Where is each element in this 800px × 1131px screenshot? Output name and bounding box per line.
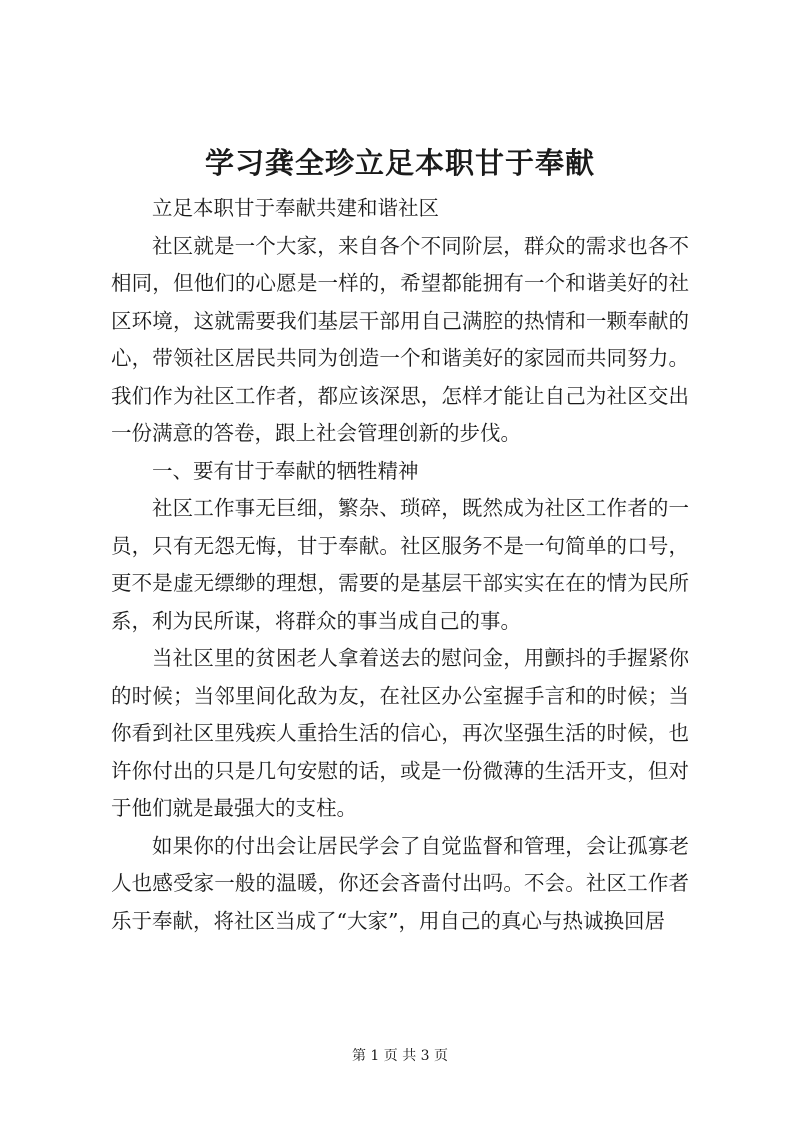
paragraph-subtitle: 立足本职甘于奉献共建和谐社区 (152, 196, 439, 220)
section-heading: 一、要有甘于奉献的牺牲精神 (152, 458, 419, 483)
document-body (111, 190, 689, 940)
paragraph: 社区工作事无巨细，繁杂、琐碎，既然成为社区工作者的一员，只有无怨无悔，甘于奉献。社区服务不是一句简单的口号，更不是虚无缥缈的理想，需要的是基层干部实实在在的情为民所系，利为民所谋，将群众的事当成自己的事。 (111, 496, 689, 633)
paragraph: 如果你的付出会让居民学会了自觉监督和管理，会让孤寡老人也感受家一般的温暖，你还会吝啬付出吗。不会。社区工作者乐于奉献，将社区当成了“大家”，用自己的真心与热诚换回居 (111, 833, 689, 933)
paragraph: 社区就是一个大家，来自各个不同阶层，群众的需求也各不相同，但他们的心愿是一样的，希望都能拥有一个和谐美好的社区环境，这就需要我们基层干部用自己满腔的热情和一颗奉献的心，带领社区居民共同为创造一个和谐美好的家园而共同努力。我们作为社区工作者，都应该深思，怎样才能让自己为社区交出一份满意的答卷，跟上社会管理创新的步伐。 (111, 233, 689, 445)
paragraph: 当社区里的贫困老人拿着送去的慰问金，用颤抖的手握紧你的时候；当邻里间化敌为友，在社区办公室握手言和的时候；当你看到社区里残疾人重拾生活的信心，再次坚强生活的时候，也许你付出的只是几句安慰的话，或是一份微薄的生活开支，但对于他们就是最强大的支柱。 (111, 646, 689, 820)
page-footer: 第 1 页 共 3 页 (351, 1048, 449, 1064)
document-title: 学习龚全珍立足本职甘于奉献 (204, 146, 595, 180)
